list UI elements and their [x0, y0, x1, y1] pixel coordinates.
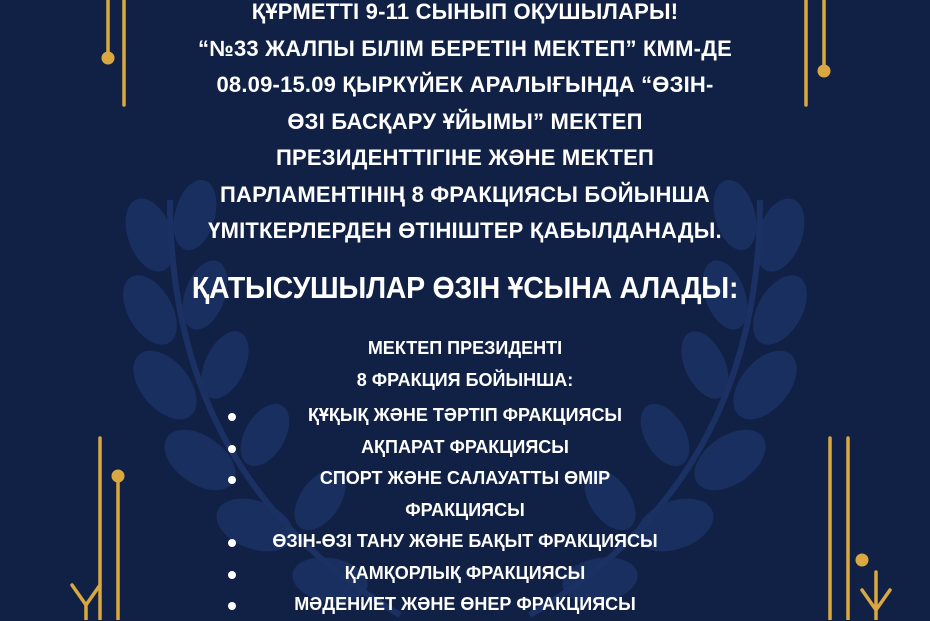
bullet-icon [228, 602, 236, 610]
list-item-continuation: ФРАКЦИЯСЫ [405, 499, 525, 520]
bullet-icon [228, 539, 236, 547]
list-item: ҚАМҚОРЛЫҚ ФРАКЦИЯСЫ [0, 558, 930, 590]
intro-line: “№33 ЖАЛПЫ БІЛІМ БЕРЕТІН МЕКТЕП” КММ-ДЕ [198, 35, 732, 61]
bullet-icon [228, 413, 236, 421]
list-item: ӨЗІН-ӨЗІ ТАНУ ЖӘНЕ БАҚЫТ ФРАКЦИЯСЫ [0, 526, 930, 558]
bullet-icon [228, 571, 236, 579]
intro-line: ҮМІТКЕРЛЕРДЕН ӨТІНІШТЕР ҚАБЫЛДАНАДЫ. [208, 218, 722, 243]
bullet-icon [228, 445, 236, 453]
bullet-icon [228, 476, 236, 484]
intro-line: 08.09-15.09 ҚЫРКҮЙЕК АРАЛЫҒЫНДА “ӨЗІН- [216, 72, 714, 97]
intro-line: ҚҰРМЕТТІ 9-11 СЫНЫП ОҚУШЫЛАРЫ! [251, 0, 679, 24]
list-item: СПОРТ ЖӘНЕ САЛАУАТТЫ ӨМІР [0, 463, 930, 495]
sub-title-factions: 8 ФРАКЦИЯ БОЙЫНША: [356, 370, 574, 390]
intro-text [120, 0, 810, 250]
sub-title-president: МЕКТЕП ПРЕЗИДЕНТІ [367, 338, 563, 358]
list-item: ҚҰҚЫҚ ЖӘНЕ ТӘРТІП ФРАКЦИЯСЫ [0, 400, 930, 432]
section-heading: ҚАТЫСУШЫЛАР ӨЗІН ҰСЫНА АЛАДЫ: [191, 270, 739, 305]
intro-line: ӨЗІ БАСҚАРУ ҰЙЫМЫ” МЕКТЕП [287, 108, 643, 134]
intro-line: ПРЕЗИДЕНТТІГІНЕ ЖӘНЕ МЕКТЕП [275, 145, 655, 170]
list-item: МӘДЕНИЕТ ЖӘНЕ ӨНЕР ФРАКЦИЯСЫ [0, 589, 930, 621]
list-item: АҚПАРАТ ФРАКЦИЯСЫ [0, 432, 930, 464]
faction-list [0, 400, 930, 621]
intro-line: ПАРЛАМЕНТІНІҢ 8 ФРАКЦИЯСЫ БОЙЫНША [220, 181, 710, 207]
